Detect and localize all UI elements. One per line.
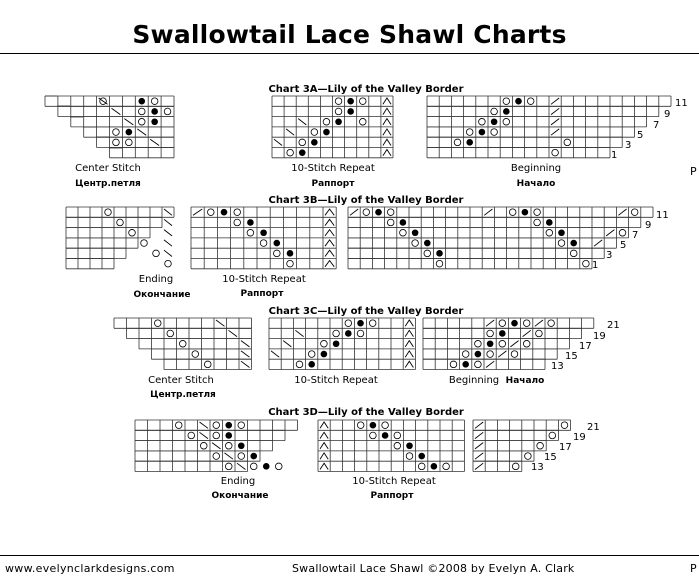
double-decrease-symbol: [383, 150, 391, 156]
yarn-over-symbol: [511, 351, 518, 358]
page-edge-letter: P: [690, 165, 697, 178]
nupp-symbol: [347, 108, 354, 115]
nupp-symbol: [382, 432, 389, 439]
double-decrease-symbol: [320, 422, 328, 428]
yarn-over-symbol: [213, 422, 220, 429]
nupp-symbol: [436, 250, 443, 257]
double-decrease-symbol: [320, 443, 328, 449]
chart-3c-row-number: 15: [565, 351, 578, 362]
nupp-symbol: [225, 422, 232, 429]
nupp-symbol: [151, 108, 158, 115]
yarn-over-symbol: [400, 229, 407, 236]
nupp-symbol: [406, 442, 413, 449]
yarn-over-symbol: [534, 219, 541, 226]
chart-3d-row-number: 17: [559, 442, 572, 453]
yarn-over-symbol: [387, 219, 394, 226]
yarn-over-symbol: [126, 139, 133, 146]
yarn-over-symbol: [323, 118, 330, 125]
yarn-over-symbol: [487, 351, 494, 358]
nupp-symbol: [370, 422, 377, 429]
yarn-over-symbol: [491, 108, 498, 115]
double-decrease-symbol: [383, 98, 391, 104]
chart-3a-row-number: 5: [637, 130, 644, 141]
nupp-symbol: [431, 463, 438, 470]
yarn-over-symbol: [299, 139, 306, 146]
nupp-symbol: [479, 129, 486, 136]
yarn-over-symbol: [138, 108, 145, 115]
k2tog-symbol: [475, 463, 483, 469]
ssk-symbol: [164, 250, 172, 256]
yarn-over-symbol: [462, 351, 469, 358]
yarn-over-symbol: [564, 139, 571, 146]
yarn-over-symbol: [370, 432, 377, 439]
nupp-symbol: [321, 351, 328, 358]
yarn-over-symbol: [113, 139, 120, 146]
chart-3a-title: Chart 3A—Lily of the Valley Border: [268, 84, 464, 95]
chart-3b-title: Chart 3B—Lily of the Valley Border: [268, 195, 464, 206]
yarn-over-symbol: [164, 108, 171, 115]
yarn-over-symbol: [570, 250, 577, 257]
chart-text: [75, 84, 688, 501]
nupp-symbol: [418, 453, 425, 460]
double-decrease-symbol: [405, 341, 413, 347]
yarn-over-symbol: [534, 209, 541, 216]
yarn-over-symbol: [213, 453, 220, 460]
yarn-over-symbol: [359, 98, 366, 105]
k2tog-symbol: [523, 330, 531, 336]
nupp-symbol: [424, 240, 431, 247]
yarn-over-symbol: [175, 422, 182, 429]
yarn-over-symbol: [387, 209, 394, 216]
double-decrease-symbol: [325, 250, 334, 256]
yarn-over-symbol: [527, 98, 534, 105]
yarn-over-symbol: [167, 330, 174, 337]
chart-3c-row-number: 13: [551, 361, 564, 372]
nupp-symbol: [522, 209, 529, 216]
yarn-over-symbol: [406, 453, 413, 460]
ssk-symbol: [150, 139, 159, 145]
page-title: Swallowtail Lace Shawl Charts: [132, 20, 567, 49]
footer-copyright: Swallowtail Lace Shawl ©2008 by Evelyn A. Clark: [292, 562, 575, 575]
nupp-symbol: [558, 229, 565, 236]
yarn-over-symbol: [525, 453, 532, 460]
double-decrease-symbol: [325, 240, 334, 246]
yarn-over-symbol: [200, 442, 207, 449]
nupp-symbol: [287, 250, 294, 257]
ssk-symbol: [225, 453, 234, 459]
yarn-over-symbol: [113, 129, 120, 136]
double-decrease-symbol: [325, 230, 334, 236]
yarn-over-symbol: [523, 320, 530, 327]
chart-3c-title: Chart 3C—Lily of the Valley Border: [268, 306, 464, 317]
ssk-symbol: [241, 341, 250, 347]
ssk-symbol: [241, 351, 250, 357]
yarn-over-symbol: [558, 240, 565, 247]
chart-3a-row-number: 3: [625, 140, 632, 151]
yarn-over-symbol: [287, 149, 294, 156]
yarn-over-symbol: [382, 422, 389, 429]
yarn-over-symbol: [188, 432, 195, 439]
yarn-over-symbol: [117, 219, 124, 226]
chart-3d-row-number: 19: [573, 432, 586, 443]
chart-3d-label-ending: Ending: [220, 476, 256, 487]
chart-3b-label-ending-ru: Окончание: [133, 290, 191, 300]
chart-3d-row-number: 13: [531, 462, 544, 473]
nupp-symbol: [263, 463, 270, 470]
k2tog-symbol: [535, 320, 543, 326]
k2tog-symbol: [551, 108, 559, 114]
ssk-symbol: [216, 320, 225, 326]
double-decrease-symbol: [320, 432, 328, 438]
ssk-symbol: [164, 209, 172, 215]
yarn-over-symbol: [537, 442, 544, 449]
ssk-symbol: [237, 463, 246, 469]
nupp-symbol: [151, 118, 158, 125]
k2tog-symbol: [510, 341, 518, 347]
double-decrease-symbol: [320, 463, 328, 469]
yarn-over-symbol: [583, 260, 590, 267]
yarn-over-symbol: [503, 98, 510, 105]
yarn-over-symbol: [546, 229, 553, 236]
yarn-over-symbol: [165, 260, 172, 267]
chart-3b-label-ending: Ending: [138, 274, 174, 285]
yarn-over-symbol: [424, 250, 431, 257]
yarn-over-symbol: [153, 250, 160, 257]
chart-3b-label-repeat: 10-Stitch Repeat: [222, 274, 306, 285]
yarn-over-symbol: [491, 129, 498, 136]
yarn-over-symbol: [275, 463, 282, 470]
yarn-over-symbol: [333, 330, 340, 337]
k2tog-symbol: [551, 129, 559, 135]
k2tog-symbol: [475, 432, 483, 438]
chart-3a-label-repeat: 10-Stitch Repeat: [291, 163, 375, 174]
yarn-over-symbol: [394, 442, 401, 449]
nupp-symbol: [308, 361, 315, 368]
yarn-over-symbol: [296, 361, 303, 368]
nupp-symbol: [345, 330, 352, 337]
nupp-symbol: [511, 320, 518, 327]
double-decrease-symbol: [383, 119, 391, 125]
chart-3c-row-number: 17: [579, 341, 592, 352]
yarn-over-symbol: [479, 118, 486, 125]
yarn-over-symbol: [192, 351, 199, 358]
chart-3d-label-ending-ru: Окончание: [211, 491, 269, 501]
yarn-over-symbol: [466, 129, 473, 136]
k2tog-symbol: [618, 209, 626, 215]
yarn-over-symbol: [321, 340, 328, 347]
double-decrease-symbol: [383, 129, 391, 135]
k2tog-symbol: [498, 351, 506, 357]
k2tog-symbol: [475, 443, 483, 449]
yarn-over-symbol: [475, 340, 482, 347]
yarn-over-symbol: [450, 361, 457, 368]
yarn-over-symbol: [454, 139, 461, 146]
nupp-symbol: [491, 118, 498, 125]
nupp-symbol: [260, 229, 267, 236]
nupp-symbol: [570, 240, 577, 247]
yarn-over-symbol: [436, 260, 443, 267]
chart-3a-label-beginning-ru: Начало: [516, 179, 556, 189]
yarn-over-symbol: [234, 219, 241, 226]
nupp-symbol: [375, 209, 382, 216]
yarn-over-symbol: [536, 330, 543, 337]
yarn-over-symbol: [503, 118, 510, 125]
nupp-symbol: [247, 219, 254, 226]
ssk-symbol: [112, 108, 121, 114]
ssk-symbol: [229, 330, 238, 336]
chart-3b-row-number: 1: [592, 260, 599, 271]
yarn-over-symbol: [509, 209, 516, 216]
ssk-symbol: [283, 341, 291, 347]
nupp-symbol: [412, 229, 419, 236]
nupp-symbol: [462, 361, 469, 368]
ssk-symbol: [295, 330, 303, 336]
yarn-over-symbol: [363, 209, 370, 216]
yarn-over-symbol: [345, 320, 352, 327]
yarn-over-symbol: [523, 340, 530, 347]
ssk-symbol: [164, 219, 172, 225]
chart-3c-label-repeat: 10-Stitch Repeat: [294, 375, 378, 386]
nupp-symbol: [515, 98, 522, 105]
nupp-symbol: [299, 149, 306, 156]
k2tog-symbol: [475, 453, 483, 459]
footer-edge-letter: P: [690, 562, 697, 575]
nupp-symbol: [503, 108, 510, 115]
yarn-over-symbol: [357, 330, 364, 337]
nupp-symbol: [335, 118, 342, 125]
ssk-symbol: [298, 119, 306, 125]
k2tog-symbol: [475, 422, 483, 428]
ssk-symbol: [124, 119, 133, 125]
yarn-over-symbol: [548, 320, 555, 327]
ssk-symbol: [286, 129, 294, 135]
yarn-over-symbol: [250, 463, 257, 470]
chart-3b-label-repeat-ru: Раппорт: [240, 289, 284, 299]
nupp-symbol: [357, 320, 364, 327]
nupp-symbol: [475, 351, 482, 358]
yarn-over-symbol: [561, 422, 568, 429]
yarn-over-symbol: [287, 260, 294, 267]
ssk-symbol: [271, 351, 279, 357]
footer-rule: [0, 555, 699, 556]
chart-3d-label-repeat: 10-Stitch Repeat: [352, 476, 436, 487]
ssk-symbol: [164, 230, 172, 236]
chart-3c-label-beginning-ru: Начало: [505, 376, 545, 386]
chart-3b-row-number: 5: [620, 240, 627, 251]
yarn-over-symbol: [154, 320, 161, 327]
chart-3c-label-center-stitch: Center Stitch: [148, 375, 214, 386]
chart-3d-label-repeat-ru: Раппорт: [370, 491, 414, 501]
ssk-symbol: [274, 139, 282, 145]
yarn-over-symbol: [274, 250, 281, 257]
double-decrease-symbol: [325, 209, 334, 215]
nupp-symbol: [323, 129, 330, 136]
nupp-symbol: [400, 219, 407, 226]
chart-3c-label-beginning: Beginning: [448, 375, 500, 386]
yarn-over-symbol: [418, 463, 425, 470]
chart-3a-row-number: 1: [611, 150, 618, 161]
double-decrease-symbol: [325, 219, 334, 225]
chart-3c-row-number: 21: [607, 320, 620, 331]
chart-3a-row-number: 9: [664, 109, 671, 120]
chart-3a-label-center-stitch: Center Stitch: [75, 163, 141, 174]
yarn-over-symbol: [631, 209, 638, 216]
k2tog-symbol: [551, 98, 559, 104]
yarn-over-symbol: [369, 320, 376, 327]
yarn-over-symbol: [225, 442, 232, 449]
yarn-over-symbol: [475, 361, 482, 368]
chart-3b-row-number: 9: [645, 220, 652, 231]
yarn-over-symbol: [105, 209, 112, 216]
yarn-over-symbol: [412, 240, 419, 247]
chart-3a-label-repeat-ru: Раппорт: [311, 179, 355, 189]
double-decrease-symbol: [320, 453, 328, 459]
yarn-over-symbol: [335, 98, 342, 105]
yarn-over-symbol: [311, 129, 318, 136]
ssk-symbol: [137, 129, 146, 135]
yarn-over-symbol: [552, 149, 559, 156]
double-decrease-symbol: [325, 261, 334, 267]
chart-3c-label-center-stitch-ru: Центр.петля: [150, 390, 216, 400]
chart-3d-row-number: 15: [544, 452, 557, 463]
yarn-over-symbol: [247, 229, 254, 236]
chart-3a-label-center-stitch-ru: Центр.петля: [75, 179, 141, 189]
nupp-symbol: [274, 240, 281, 247]
yarn-over-symbol: [225, 463, 232, 470]
chart-3a-row-number: 11: [675, 98, 688, 109]
ssk-symbol: [241, 361, 250, 367]
ssk-symbol: [200, 422, 209, 428]
nupp-symbol: [221, 209, 228, 216]
double-decrease-symbol: [383, 139, 391, 145]
k2tog-symbol: [193, 209, 202, 215]
ssk-symbol: [212, 443, 221, 449]
nupp-symbol: [126, 129, 133, 136]
yarn-over-symbol: [238, 453, 245, 460]
double-decrease-symbol: [405, 320, 413, 326]
double-decrease-symbol: [405, 351, 413, 357]
double-decrease-symbol: [405, 330, 413, 336]
nupp-symbol: [487, 340, 494, 347]
double-decrease-symbol: [383, 108, 391, 114]
chart-3b-row-number: 3: [606, 250, 613, 261]
ssk-symbol: [164, 240, 172, 246]
double-decrease-symbol: [405, 361, 413, 367]
k2tog-symbol: [594, 240, 602, 246]
chart-3a-label-beginning: Beginning: [510, 163, 562, 174]
yarn-over-symbol: [213, 432, 220, 439]
k2tog-symbol: [484, 209, 492, 215]
ssk-symbol: [200, 432, 209, 438]
yarn-over-symbol: [260, 240, 267, 247]
chart-3d-title: Chart 3D—Lily of the Valley Border: [268, 407, 464, 418]
yarn-over-symbol: [308, 351, 315, 358]
yarn-over-symbol: [141, 240, 148, 247]
nupp-symbol: [333, 340, 340, 347]
k2tog-symbol: [606, 230, 614, 236]
footer-website: www.evelynclarkdesigns.com: [5, 562, 175, 575]
chart-3c-row-number: 19: [593, 331, 606, 342]
nupp-symbol: [347, 98, 354, 105]
yarn-over-symbol: [238, 422, 245, 429]
yarn-over-symbol: [359, 118, 366, 125]
yarn-over-symbol: [129, 229, 136, 236]
yarn-over-symbol: [394, 432, 401, 439]
nupp-symbol: [138, 98, 145, 105]
yarn-over-symbol: [179, 340, 186, 347]
nupp-symbol: [250, 453, 257, 460]
chart-3a-row-number: 7: [653, 120, 660, 131]
yarn-over-symbol: [499, 340, 506, 347]
chart-3d-row-number: 21: [587, 422, 600, 433]
yarn-over-symbol: [549, 432, 556, 439]
chart-3b-row-number: 11: [656, 210, 669, 221]
nupp-symbol: [466, 139, 473, 146]
yarn-over-symbol: [512, 463, 519, 470]
yarn-over-symbol: [443, 463, 450, 470]
yarn-over-symbol: [357, 422, 364, 429]
k2tog-symbol: [350, 209, 358, 215]
yarn-over-symbol: [208, 209, 215, 216]
yarn-over-symbol: [335, 108, 342, 115]
nupp-symbol: [238, 442, 245, 449]
chart-3b-row-number: 7: [632, 230, 639, 241]
yarn-over-symbol: [234, 209, 241, 216]
yarn-over-symbol: [151, 98, 158, 105]
k2tog-symbol: [486, 361, 494, 367]
yarn-over-symbol: [487, 330, 494, 337]
k2tog-symbol: [551, 119, 559, 125]
nupp-symbol: [225, 432, 232, 439]
yarn-over-symbol: [138, 118, 145, 125]
yarn-over-symbol: [619, 229, 626, 236]
nupp-symbol: [311, 139, 318, 146]
yarn-over-symbol: [499, 320, 506, 327]
yarn-over-symbol: [204, 361, 211, 368]
nupp-symbol: [546, 219, 553, 226]
k2tog-symbol: [486, 320, 494, 326]
nupp-symbol: [499, 330, 506, 337]
